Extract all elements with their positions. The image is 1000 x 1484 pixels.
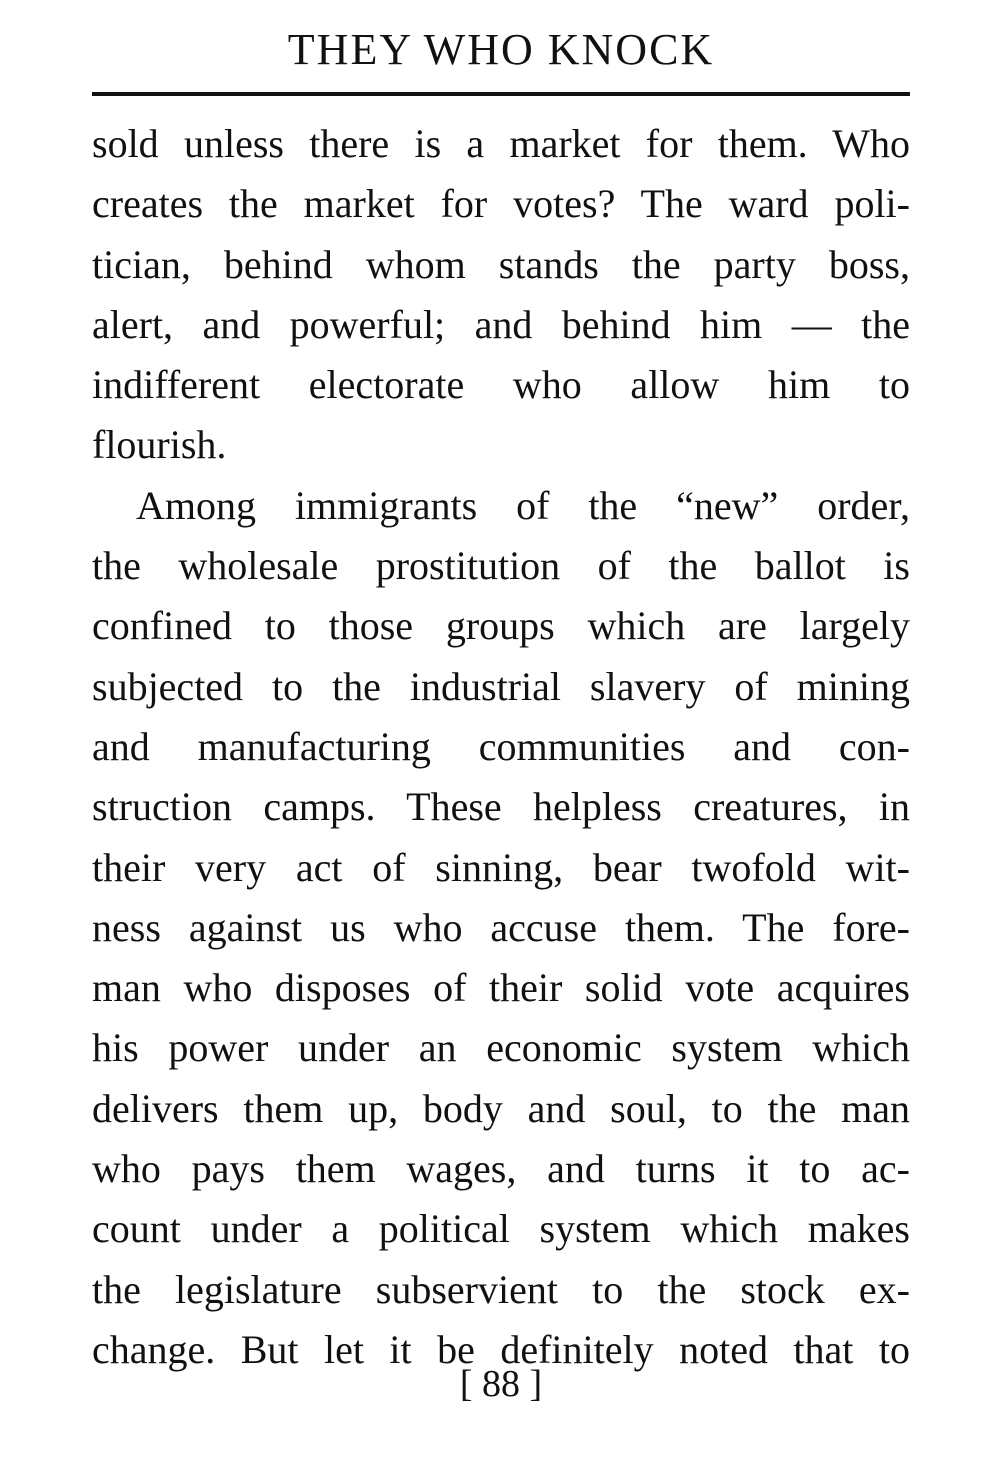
book-page [92,0,910,1484]
body-text [92,114,910,1380]
text-line: sold unless there is a market for them. Who [92,121,910,166]
header-rule [92,92,910,96]
running-title: THEY WHO KNOCK [287,25,715,74]
paragraph-2 [92,476,910,1380]
paragraph-1 [92,114,910,476]
text-line: and manufacturing communities and con- [92,723,910,769]
text-line: count under a political system which makes [92,1206,910,1252]
text-line: subjected to the industrial slavery of mining [92,663,910,709]
page-number: [ 88 ] [459,1363,543,1405]
text-line: change. But let it be definitely noted that to [92,1326,910,1372]
text-line: Among immigrants of the “new” order, [136,482,910,528]
text-line: ness against us who accuse them. The fore- [92,904,910,950]
text-line: confined to those groups which are largely [92,603,910,649]
text-line: their very act of sinning, bear twofold wit- [92,844,910,890]
text-line: indifferent electorate who allow him to [92,362,910,408]
text-line: tician, behind whom stands the party boss, [92,241,910,287]
text-line: struction camps. These helpless creatures, in [92,784,910,830]
text-line: the wholesale prostitution of the ballot is [92,543,910,589]
text-line: his power under an economic system which [92,1025,910,1071]
text-line: the legislature subservient to the stock ex- [92,1266,910,1312]
text-line: flourish. [92,422,227,468]
text-line: man who disposes of their solid vote acquires [92,965,910,1011]
text-line: creates the market for votes? The ward poli- [92,181,910,227]
text-line: who pays them wages, and turns it to ac- [92,1146,910,1192]
text-line: alert, and powerful; and behind him — the [92,301,910,347]
text-line: delivers them up, body and soul, to the man [92,1085,910,1131]
